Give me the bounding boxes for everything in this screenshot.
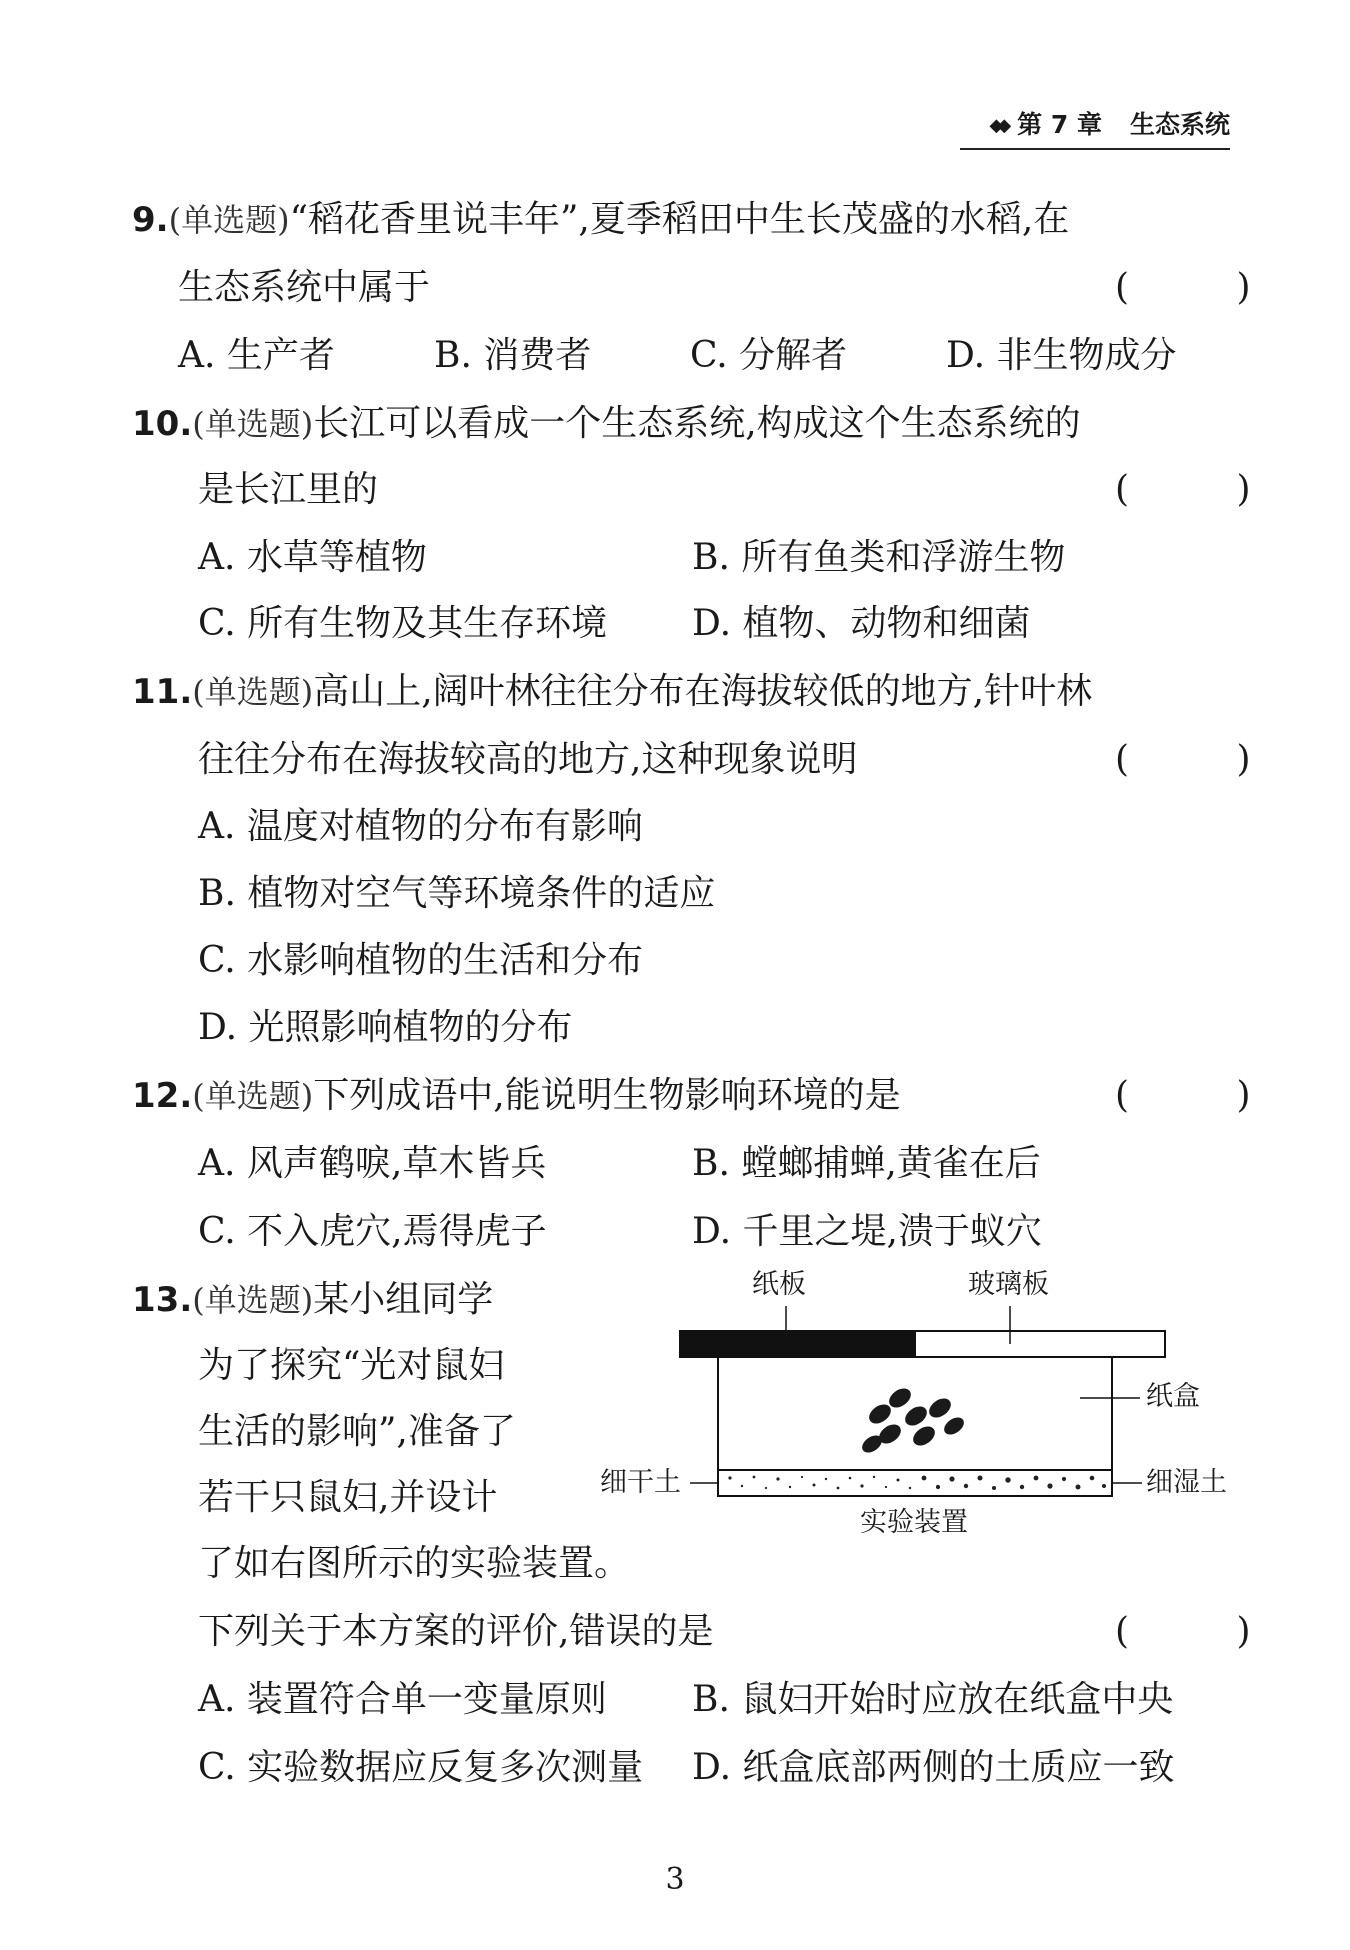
option-d[interactable]: D. 非生物成分 <box>946 335 1177 376</box>
question-11-line-2: 往往分布在海拔较高的地方,这种现象说明 <box>198 739 858 780</box>
chapter-number: 第 7 章 <box>1017 110 1102 139</box>
answer-parentheses[interactable]: ( ) <box>1115 1075 1299 1116</box>
option-c[interactable]: C. 不入虎穴,焉得虎子 <box>198 1211 547 1252</box>
question-13-line-4: 若干只鼠妇,并设计 <box>198 1477 498 1518</box>
label-glass: 玻璃板 <box>968 1269 1049 1300</box>
soil-layer <box>718 1470 1112 1496</box>
option-b[interactable]: B. 螳螂捕蝉,黄雀在后 <box>692 1143 1041 1184</box>
question-9-line-1 <box>132 196 1069 244</box>
option-c[interactable]: C. 实验数据应反复多次测量 <box>198 1747 644 1788</box>
answer-parentheses[interactable]: ( ) <box>1115 1611 1299 1652</box>
question-text: 某小组同学 <box>313 1279 494 1320</box>
question-10-line-2: 是长江里的 <box>198 469 379 510</box>
chapter-header <box>960 108 1230 143</box>
question-13-line-2: 为了探究“光对鼠妇 <box>198 1345 505 1386</box>
option-a[interactable]: A. 水草等植物 <box>198 537 427 578</box>
question-number: 12. <box>132 1076 193 1116</box>
chapter-title: 生态系统 <box>1129 110 1230 139</box>
question-13-line-5: 了如右图所示的实验装置。 <box>198 1543 631 1584</box>
question-12-line-1 <box>132 1072 901 1120</box>
option-d[interactable]: D. 纸盒底部两侧的土质应一致 <box>692 1747 1175 1788</box>
option-d[interactable]: D. 植物、动物和细菌 <box>692 603 1031 644</box>
question-text: 高山上,阔叶林往往分布在海拔较低的地方,针叶林 <box>313 671 1093 712</box>
label-box: 纸盒 <box>1146 1381 1200 1412</box>
question-text: 长江可以看成一个生态系统,构成这个生态系统的 <box>313 403 1081 444</box>
question-text: 下列成语中,能说明生物影响环境的是 <box>313 1075 901 1116</box>
option-d[interactable]: D. 千里之堤,溃于蚁穴 <box>692 1211 1042 1252</box>
question-13-line-6: 下列关于本方案的评价,错误的是 <box>198 1611 714 1652</box>
answer-parentheses[interactable]: ( ) <box>1115 469 1299 510</box>
question-number: 13. <box>132 1280 193 1320</box>
woodlice <box>859 1385 967 1456</box>
question-type: (单选题) <box>192 1077 314 1115</box>
question-text: “稻花香里说丰年”,夏季稻田中生长茂盛的水稻,在 <box>289 199 1070 240</box>
option-a[interactable]: A. 温度对植物的分布有影响 <box>198 806 643 847</box>
option-b[interactable]: B. 鼠妇开始时应放在纸盒中央 <box>692 1679 1174 1720</box>
question-number: 9. <box>132 200 169 240</box>
option-b[interactable]: B. 所有鱼类和浮游生物 <box>692 537 1066 578</box>
question-10-line-1 <box>132 400 1081 448</box>
label-dry-soil: 细干土 <box>600 1467 681 1498</box>
option-a[interactable]: A. 生产者 <box>178 335 335 376</box>
page-number: 3 <box>665 1862 685 1897</box>
option-c[interactable]: C. 所有生物及其生存环境 <box>198 603 608 644</box>
glass-cover <box>915 1331 1165 1357</box>
figure-caption: 实验装置 <box>860 1507 968 1538</box>
experiment-figure <box>590 1268 1250 1558</box>
answer-parentheses[interactable]: ( ) <box>1115 267 1299 308</box>
diamond-icon: ◆◆ <box>989 115 1006 136</box>
option-c[interactable]: C. 分解者 <box>690 335 848 376</box>
option-a[interactable]: A. 装置符合单一变量原则 <box>198 1679 607 1720</box>
answer-parentheses[interactable]: ( ) <box>1115 739 1299 780</box>
option-b[interactable]: B. 植物对空气等环境条件的适应 <box>198 873 716 914</box>
question-number: 10. <box>132 404 193 444</box>
label-wet-soil: 细湿土 <box>1146 1467 1227 1498</box>
label-paperboard: 纸板 <box>752 1269 806 1300</box>
option-c[interactable]: C. 水影响植物的生活和分布 <box>198 940 644 981</box>
header-rule <box>960 148 1230 150</box>
question-type: (单选题) <box>168 201 290 239</box>
question-type: (单选题) <box>192 405 314 443</box>
option-b[interactable]: B. 消费者 <box>434 335 592 376</box>
paperboard-cover <box>680 1331 915 1357</box>
question-number: 11. <box>132 672 193 712</box>
question-9-line-2: 生态系统中属于 <box>178 267 431 308</box>
question-13-line-3: 生活的影响”,准备了 <box>198 1411 516 1452</box>
option-d[interactable]: D. 光照影响植物的分布 <box>198 1007 573 1048</box>
question-type: (单选题) <box>192 1281 314 1319</box>
question-type: (单选题) <box>192 673 314 711</box>
question-11-line-1 <box>132 668 1092 716</box>
question-13-line-1 <box>132 1276 493 1324</box>
option-a[interactable]: A. 风声鹤唳,草木皆兵 <box>198 1143 547 1184</box>
